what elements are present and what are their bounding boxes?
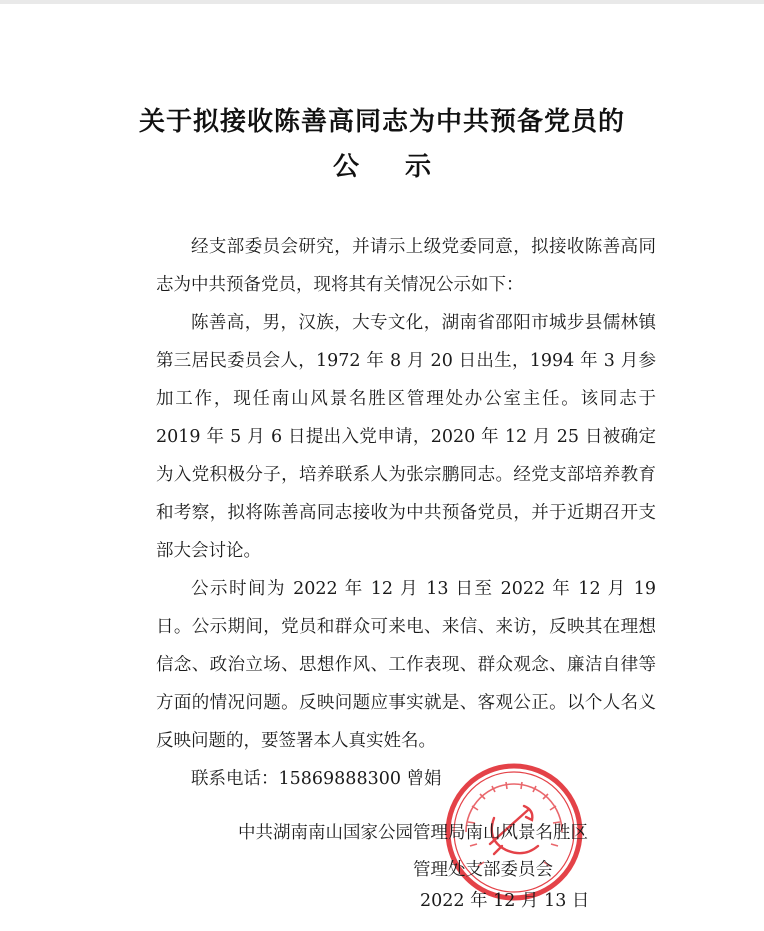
paragraph-contact: 联系电话：15869888300 曾娟 <box>191 769 442 789</box>
paragraph-publicity-period: 公示时间为 2022 年 12 月 13 日至 2022 年 12 月 19 日。公示期间，党员和群众可来电、来信、来访，反映其在理想信念、政治立场、思想作风、工作表现、群众观念、廉洁自律等方面的情况问题。反映问题应事实就是、客观公正。以个人名义反映问题的，要签署本人真实姓名。 <box>156 579 656 751</box>
paragraph-candidate-info: 陈善高，男，汉族，大专文化，湖南省邵阳市城步县儒林镇第三居民委员会人，1972 年 8 月 20 日出生，1994 年 3 月参加工作，现任南山风景名胜区管理处办公室主任。该同志于 2019 年 5 月 6 日提出入党申请，2020 年 12 月 25 日被确定为入党积极分子，培养联系人为张宗鹏同志。经党支部培养教育和考察，拟将陈善高同志接收为中共预备党员，并于近期召开支部大会讨论。 <box>156 313 656 561</box>
document-title: 关于拟接收陈善高同志为中共预备党员的 <box>138 107 625 137</box>
document-body <box>156 228 656 798</box>
scan-edge <box>0 0 764 4</box>
paragraph-intro: 经支部委员会研究，并请示上级党委同意，拟接收陈善高同志为中共预备党员，现将其有关情况公示如下： <box>156 237 656 295</box>
document-subtitle: 公示 <box>332 152 477 182</box>
signature-date: 2022 年 12 月 13 日 <box>420 891 590 911</box>
signature-organization-line2: 管理处支部委员会 <box>413 860 553 880</box>
signature-organization-line1: 中共湖南南山国家公园管理局南山风景名胜区 <box>238 823 588 843</box>
